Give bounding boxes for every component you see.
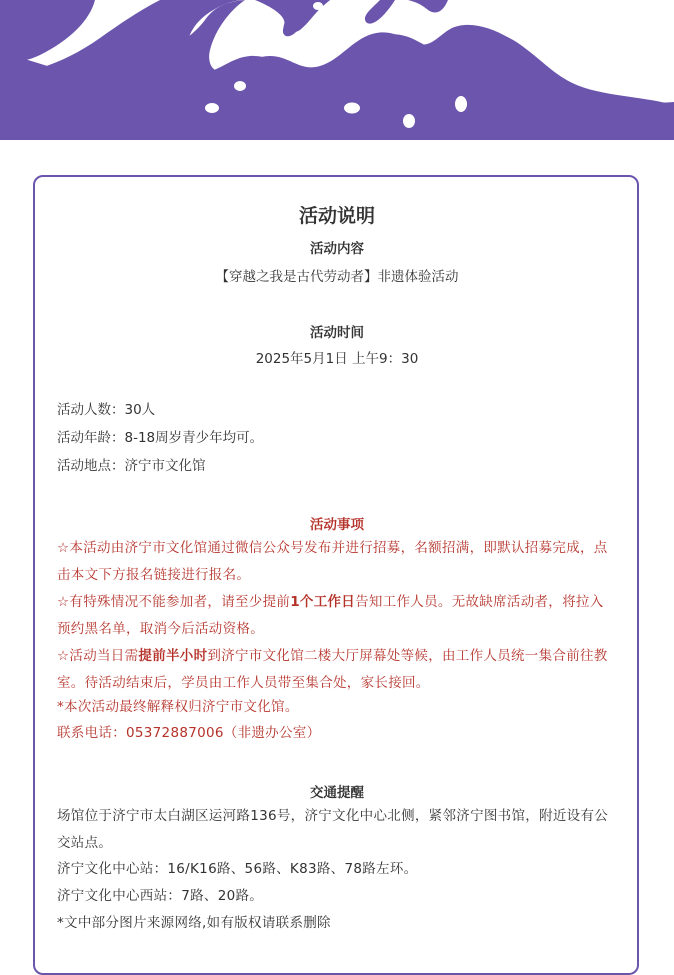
info-participants: 活动人数：30人	[57, 402, 156, 418]
info-age: 活动年龄：8-18周岁青少年均可。	[57, 430, 264, 446]
splash-drop	[344, 103, 360, 114]
copyright-note: *文中部分图片来源网络,如有版权请联系删除	[57, 915, 331, 931]
splash-drop	[596, 65, 606, 73]
notes-item-1: ☆本活动由济宁市文化馆通过微信公众号发布并进行招募，名额招满，即默认招募完成，点击本文下方报名链接进行报名。	[57, 540, 608, 583]
traffic-bus-stop-2: 济宁文化中心西站：7路、20路。	[57, 888, 264, 904]
notes-item-3-bold: 提前半小时	[138, 648, 208, 664]
splash-drop	[608, 79, 616, 86]
info-location: 活动地点：济宁市文化馆	[57, 458, 206, 474]
banner-wave-decoration	[0, 0, 674, 140]
content-text: 【穿越之我是古代劳动者】非遗体验活动	[215, 269, 459, 285]
notes-item-3-pre: ☆活动当日需	[57, 648, 139, 664]
notes-item-3	[57, 643, 617, 697]
time-heading: 活动时间	[310, 325, 364, 341]
notes-heading: 活动事项	[310, 517, 364, 533]
splash-drop	[313, 2, 323, 10]
splash-drop	[455, 96, 467, 112]
traffic-address: 场馆位于济宁市太白湖区运河路136号，济宁文化中心北侧，紧邻济宁图书馆，附近设有公交站点。	[57, 808, 609, 851]
notes-item-2-post: 告知工作人员。无故缺席活动者，将拉入预约黑名单，取消今后活动资格。	[57, 594, 604, 637]
notes-item-4: *本次活动最终解释权归济宁市文化馆。	[57, 699, 299, 715]
notes-item-2-pre: ☆有特殊情况不能参加者，请至少提前	[57, 594, 291, 610]
notes-item-2-bold: 1个工作日	[290, 594, 356, 610]
activity-card	[33, 175, 639, 975]
card-title: 活动说明	[298, 205, 375, 227]
notes-item-3-post: 到济宁市文化馆二楼大厅屏幕处等候，由工作人员统一集合前往教室。待活动结束后，学员由工作人员带至集合处，家长接回。	[57, 648, 608, 691]
traffic-bus-stop-1: 济宁文化中心站：16/K16路、56路、K83路、78路左环。	[57, 861, 418, 877]
traffic-heading: 交通提醒	[310, 785, 364, 801]
splash-drop	[234, 81, 246, 91]
splash-drop	[205, 103, 219, 113]
splash-drop	[578, 70, 592, 80]
splash-drop	[403, 114, 415, 128]
content-heading: 活动内容	[310, 241, 364, 257]
time-text: 2025年5月1日 上午9：30	[255, 351, 419, 367]
contact-phone: 联系电话：05372887006（非遗办公室）	[57, 725, 321, 741]
notes-item-2	[57, 589, 617, 643]
